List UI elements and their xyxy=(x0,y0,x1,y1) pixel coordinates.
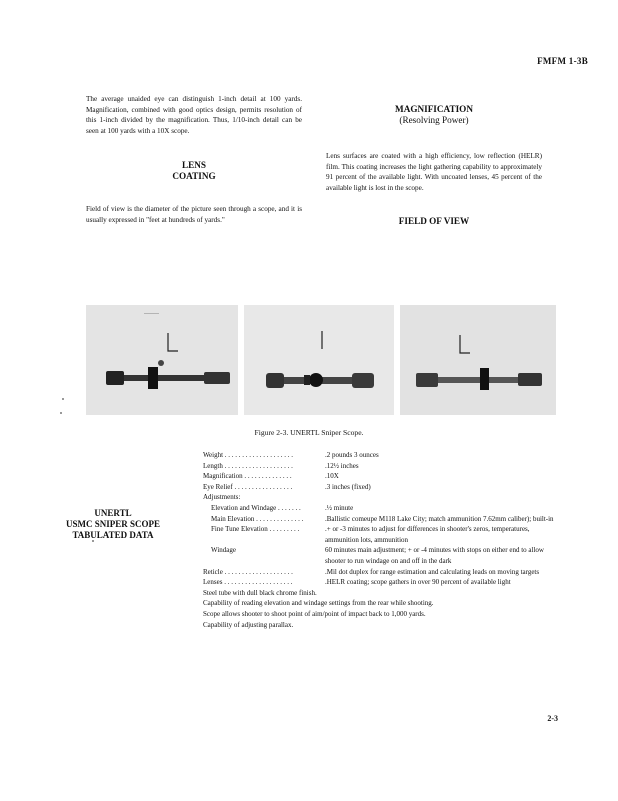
spec-extra-4: Capability of adjusting parallax. xyxy=(203,620,294,629)
spec-row-length xyxy=(203,461,555,472)
spec-value: .3 inches (fixed) xyxy=(325,482,371,491)
tabulated-data-title xyxy=(48,508,178,542)
page-number: 2-3 xyxy=(547,714,558,723)
spec-value: .10X xyxy=(325,472,339,481)
spec-label: Eye Relief . . . . . . . . . . . . . . . . . xyxy=(203,482,293,491)
spec-row-windage xyxy=(203,545,555,566)
scope-photo-2 xyxy=(244,305,394,415)
spec-row-fine-tune xyxy=(203,524,555,545)
spec-row-elevation-windage xyxy=(203,503,555,514)
spec-label: Weight . . . . . . . . . . . . . . . . . . . . xyxy=(203,451,294,459)
side-title-line3: TABULATED DATA xyxy=(72,530,154,541)
spec-row-weight xyxy=(203,450,555,461)
spec-label: Magnification . . . . . . . . . . . . . . xyxy=(203,472,292,481)
spec-label: Adjustments: xyxy=(203,493,241,502)
spec-extra-1: Steel tube with dull black chrome finish. xyxy=(203,588,317,597)
spec-label: Length . . . . . . . . . . . . . . . . . . . . xyxy=(203,461,293,470)
spec-extra-2: Capability of reading elevation and windage settings from the rear while shooting. xyxy=(203,599,434,608)
paragraph-lens-coating: Lens surfaces are coated with a high efficiency, low reflection (HELR) film. This coating increases the light gathering capability to approximately 91 percent of the available light. With uncoated lenses, 45 percent of the available light is lost in the scope. xyxy=(326,152,542,192)
scan-speck xyxy=(92,540,94,542)
page-header: FMFM 1-3B xyxy=(537,56,588,66)
figure-caption: Figure 2-3. UNERTL Sniper Scope. xyxy=(254,428,364,437)
scan-speck xyxy=(62,398,64,400)
figure-photo-left-side xyxy=(400,305,556,415)
spec-row-reticle xyxy=(203,567,555,578)
spec-value: .12½ inches xyxy=(325,461,359,470)
heading-magnification xyxy=(326,104,542,126)
scope-photo-1 xyxy=(86,305,238,415)
heading-field-of-view: FIELD OF VIEW xyxy=(398,216,470,226)
spec-row-adjustments xyxy=(203,492,555,503)
spec-table xyxy=(203,450,555,630)
svg-text:———: ——— xyxy=(144,311,159,317)
scan-speck xyxy=(60,412,62,414)
heading-lens-coating xyxy=(86,160,302,182)
side-title-line1: UNERTL xyxy=(94,508,132,518)
heading-coating: COATING xyxy=(172,171,216,181)
spec-value: .HELR coating; scope gathers in over 90 percent of available light xyxy=(325,578,511,587)
spec-value: .Mil dot duplex for range estimation and calculating leads on moving targets xyxy=(325,567,540,576)
spec-label: Main Elevation . . . . . . . . . . . . . . xyxy=(211,514,304,523)
spec-value: .Ballistic comeupe M118 Lake City; match ammunition 7.62mm caliber); built-in xyxy=(325,514,554,523)
spec-extra-3: Scope allows shooter to shoot point of aim/point of impact back to 1,000 yards. xyxy=(203,609,426,618)
spec-value: 60 minutes main adjustment; + or -4 minutes with stops on either end to allow shooter to run windage on and off in the dark xyxy=(325,546,544,565)
spec-value: .½ minute xyxy=(325,503,354,512)
spec-value: .+ or -3 minutes to adjust for differences in shooter's zeros, temperatures, ammunition lots, ammunition xyxy=(325,525,530,544)
spec-row-lenses xyxy=(203,577,555,588)
figure-photo-top xyxy=(244,305,394,415)
spec-value: .2 pounds 3 ounces xyxy=(325,451,379,459)
figure-photo-right-side xyxy=(86,305,238,415)
scope-photo-3 xyxy=(400,305,556,415)
heading-lens: LENS xyxy=(181,160,206,170)
spec-label: Windage xyxy=(211,546,236,555)
spec-row-magnification xyxy=(203,471,555,482)
spec-row-main-elevation xyxy=(203,514,555,525)
spec-label: Reticle . . . . . . . . . . . . . . . . . . . . xyxy=(203,567,293,576)
heading-magnification-line1: MAGNIFICATION xyxy=(395,104,473,114)
side-title-line2: USMC SNIPER SCOPE xyxy=(65,519,160,530)
paragraph-resolving-power: The average unaided eye can distinguish 1-inch detail at 100 yards. Magnification, combined with good optics design, permits resolution of this 1-inch divided by the magnification. Thus, 1/10-inch detail can be seen at 100 yards with a 10X scope. xyxy=(86,95,302,135)
spec-label: Fine Tune Elevation . . . . . . . . . xyxy=(211,525,300,534)
paragraph-field-of-view: Field of view is the diameter of the picture seen through a scope, and it is usually expressed in "feet at hundreds of yards." xyxy=(86,205,302,224)
spec-label: Lenses . . . . . . . . . . . . . . . . . . . . xyxy=(203,578,293,587)
heading-magnification-line2: (Resolving Power) xyxy=(399,115,469,125)
spec-label: Elevation and Windage . . . . . . . xyxy=(211,503,301,512)
spec-row-eye-relief xyxy=(203,482,555,493)
